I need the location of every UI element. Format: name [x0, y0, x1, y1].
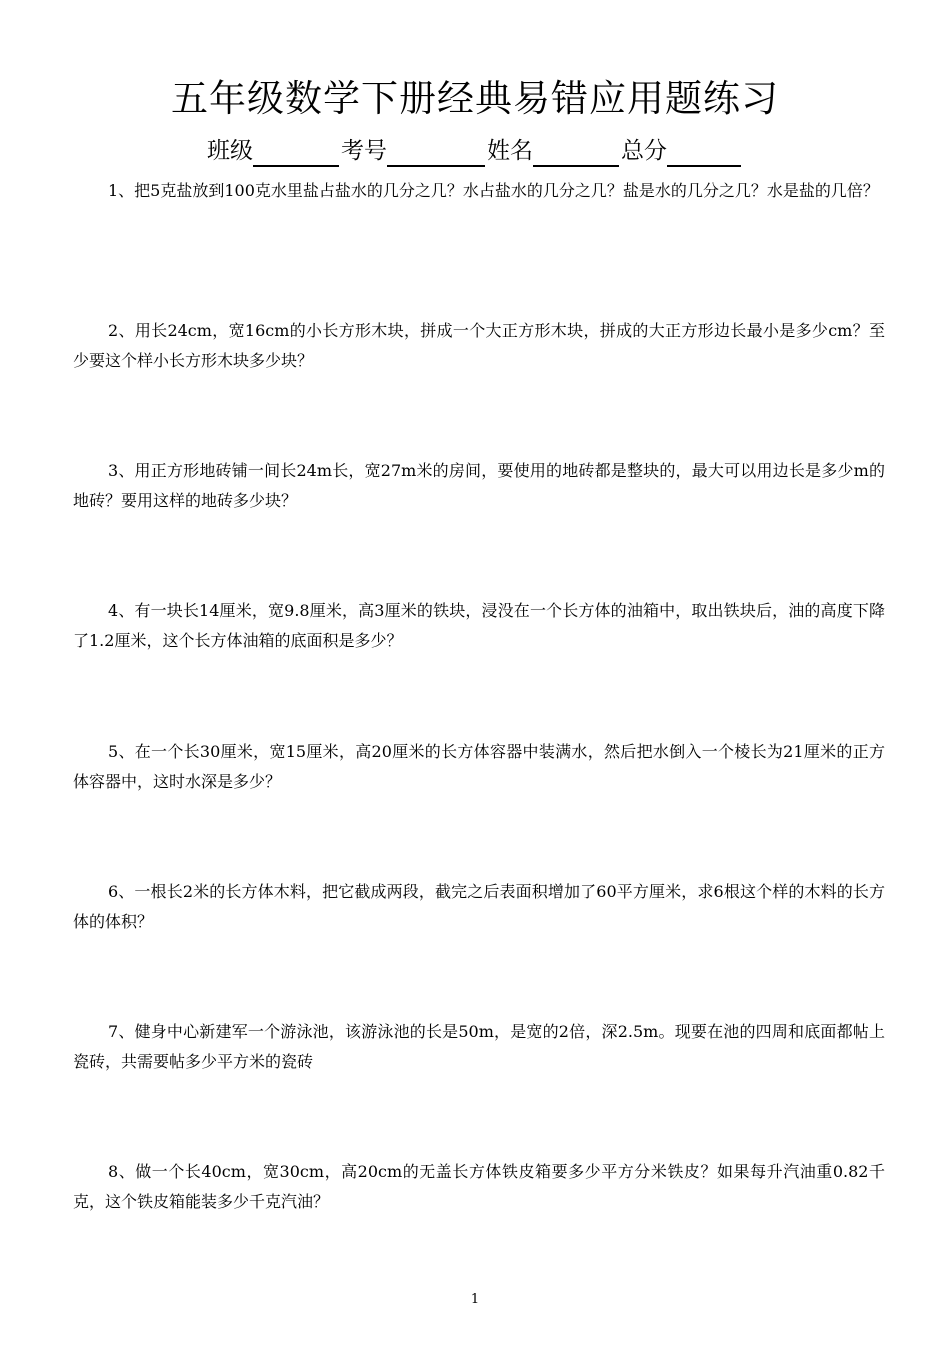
question-4: 4、有一块长14厘米，宽9.8厘米，高3厘米的铁块，浸没在一个长方体的油箱中，取出铁块后，油的高度下降了1.2厘米，这个长方体油箱的底面积是多少？ [73, 601, 885, 650]
total-score-blank [667, 139, 741, 167]
class-blank [253, 139, 339, 167]
total-score-label: 总分 [621, 138, 667, 164]
question-6: 6、一根长2米的长方体木料，把它截成两段，截完之后表面积增加了60平方厘米，求6根这个样的木料的长方体的体积？ [73, 882, 885, 931]
name-blank [533, 139, 619, 167]
question-2: 2、用长24cm，宽16cm的小长方形木块，拼成一个大正方形木块，拼成的大正方形边长最小是多少cm？至少要这个样小长方形木块多少块？ [73, 321, 885, 370]
question-7: 7、健身中心新建军一个游泳池，该游泳池的长是50m，是宽的2倍，深2.5m。现要在池的四周和底面都帖上瓷砖，共需要帖多少平方米的瓷砖 [73, 1022, 885, 1071]
question-1: 1、把5克盐放到100克水里盐占盐水的几分之几？水占盐水的几分之几？盐是水的几分之几？水是盐的几倍？ [108, 181, 879, 200]
exam-number-label: 考号 [341, 138, 387, 164]
page-title: 五年级数学下册经典易错应用题练习 [171, 77, 779, 120]
question-8: 8、做一个长40cm，宽30cm，高20cm的无盖长方体铁皮箱要多少平方分米铁皮？如果每升汽油重0.82千克，这个铁皮箱能装多少千克汽油？ [73, 1162, 885, 1211]
student-info-line [0, 135, 950, 167]
exam-number-blank [387, 139, 485, 167]
question-3: 3、用正方形地砖铺一间长24m长，宽27m米的房间，要使用的地砖都是整块的，最大可以用边长是多少m的地砖？要用这样的地砖多少块？ [73, 461, 885, 510]
page-number: 1 [470, 1292, 480, 1307]
class-label: 班级 [207, 138, 253, 164]
question-5: 5、在一个长30厘米，宽15厘米，高20厘米的长方体容器中装满水，然后把水倒入一个棱长为21厘米的正方体容器中，这时水深是多少？ [73, 742, 885, 791]
name-label: 姓名 [487, 138, 533, 164]
